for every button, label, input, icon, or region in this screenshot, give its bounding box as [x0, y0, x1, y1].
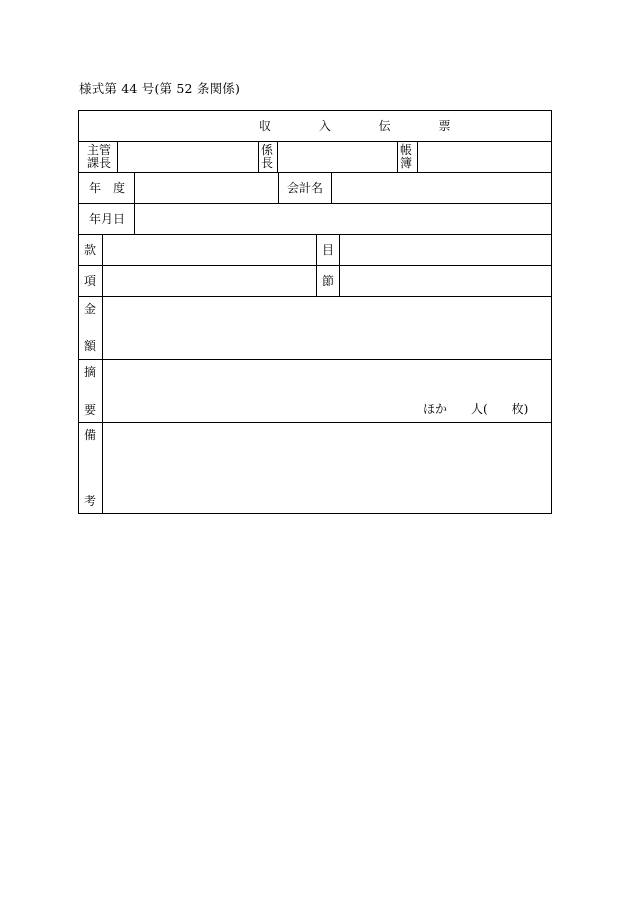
- setsu-label: 節: [322, 274, 335, 288]
- kou-field[interactable]: [103, 266, 317, 296]
- remarks-label-bottom: 考: [84, 494, 97, 508]
- moku-label: 目: [322, 243, 335, 257]
- ledger-stamp-field[interactable]: [418, 142, 551, 172]
- account-name-label-cell: [279, 173, 332, 203]
- summary-label-top: 摘: [84, 365, 97, 379]
- date-row: [79, 204, 551, 235]
- account-name-field[interactable]: [332, 173, 551, 203]
- receipt-voucher-form: [78, 110, 552, 514]
- amount-label-bottom: 額: [84, 339, 97, 353]
- kan-field[interactable]: [103, 235, 317, 265]
- date-label-cell: [79, 204, 135, 234]
- ledger-label: 帳 簿: [400, 143, 413, 170]
- chief-label-cell: [79, 142, 118, 172]
- staff-label: 係 長: [261, 143, 274, 170]
- chief-label: 主管 課長: [87, 143, 112, 170]
- moku-label-cell: [317, 235, 340, 265]
- amount-field[interactable]: [103, 297, 551, 359]
- amount-label-cell: [79, 297, 103, 359]
- summary-label-cell: [79, 360, 103, 422]
- summary-row: [79, 360, 551, 423]
- form-title: 収 入 伝 票: [259, 119, 473, 133]
- ledger-label-cell: [398, 142, 418, 172]
- kou-label: 項: [84, 274, 97, 288]
- fiscal-year-label-cell: [79, 173, 135, 203]
- setsu-label-cell: [317, 266, 340, 296]
- remarks-label-top: 備: [84, 428, 97, 442]
- fiscal-year-label: 年 度: [89, 181, 126, 195]
- staff-stamp-field[interactable]: [278, 142, 398, 172]
- kan-moku-row: [79, 235, 551, 266]
- approval-row: [79, 142, 551, 173]
- account-name-label: 会計名: [287, 181, 324, 195]
- summary-label-bottom: 要: [84, 403, 97, 417]
- kou-label-cell: [79, 266, 103, 296]
- moku-field[interactable]: [340, 235, 551, 265]
- form-caption: 様式第 44 号(第 52 条関係): [79, 81, 241, 96]
- amount-row: [79, 297, 551, 360]
- title-row: [79, 111, 551, 142]
- remarks-field[interactable]: [103, 423, 551, 514]
- date-field[interactable]: [135, 204, 551, 234]
- amount-label-top: 金: [84, 302, 97, 316]
- date-label: 年月日: [89, 212, 126, 226]
- summary-others-note: ほか 人( 枚): [423, 402, 529, 416]
- kou-setsu-row: [79, 266, 551, 297]
- staff-label-cell: [259, 142, 278, 172]
- fiscal-year-field[interactable]: [135, 173, 279, 203]
- remarks-row: [79, 423, 551, 514]
- summary-field[interactable]: [103, 360, 551, 422]
- setsu-field[interactable]: [340, 266, 551, 296]
- fiscal-year-row: [79, 173, 551, 204]
- kan-label: 款: [84, 243, 97, 257]
- kan-label-cell: [79, 235, 103, 265]
- remarks-label-cell: [79, 423, 103, 514]
- chief-stamp-field[interactable]: [118, 142, 259, 172]
